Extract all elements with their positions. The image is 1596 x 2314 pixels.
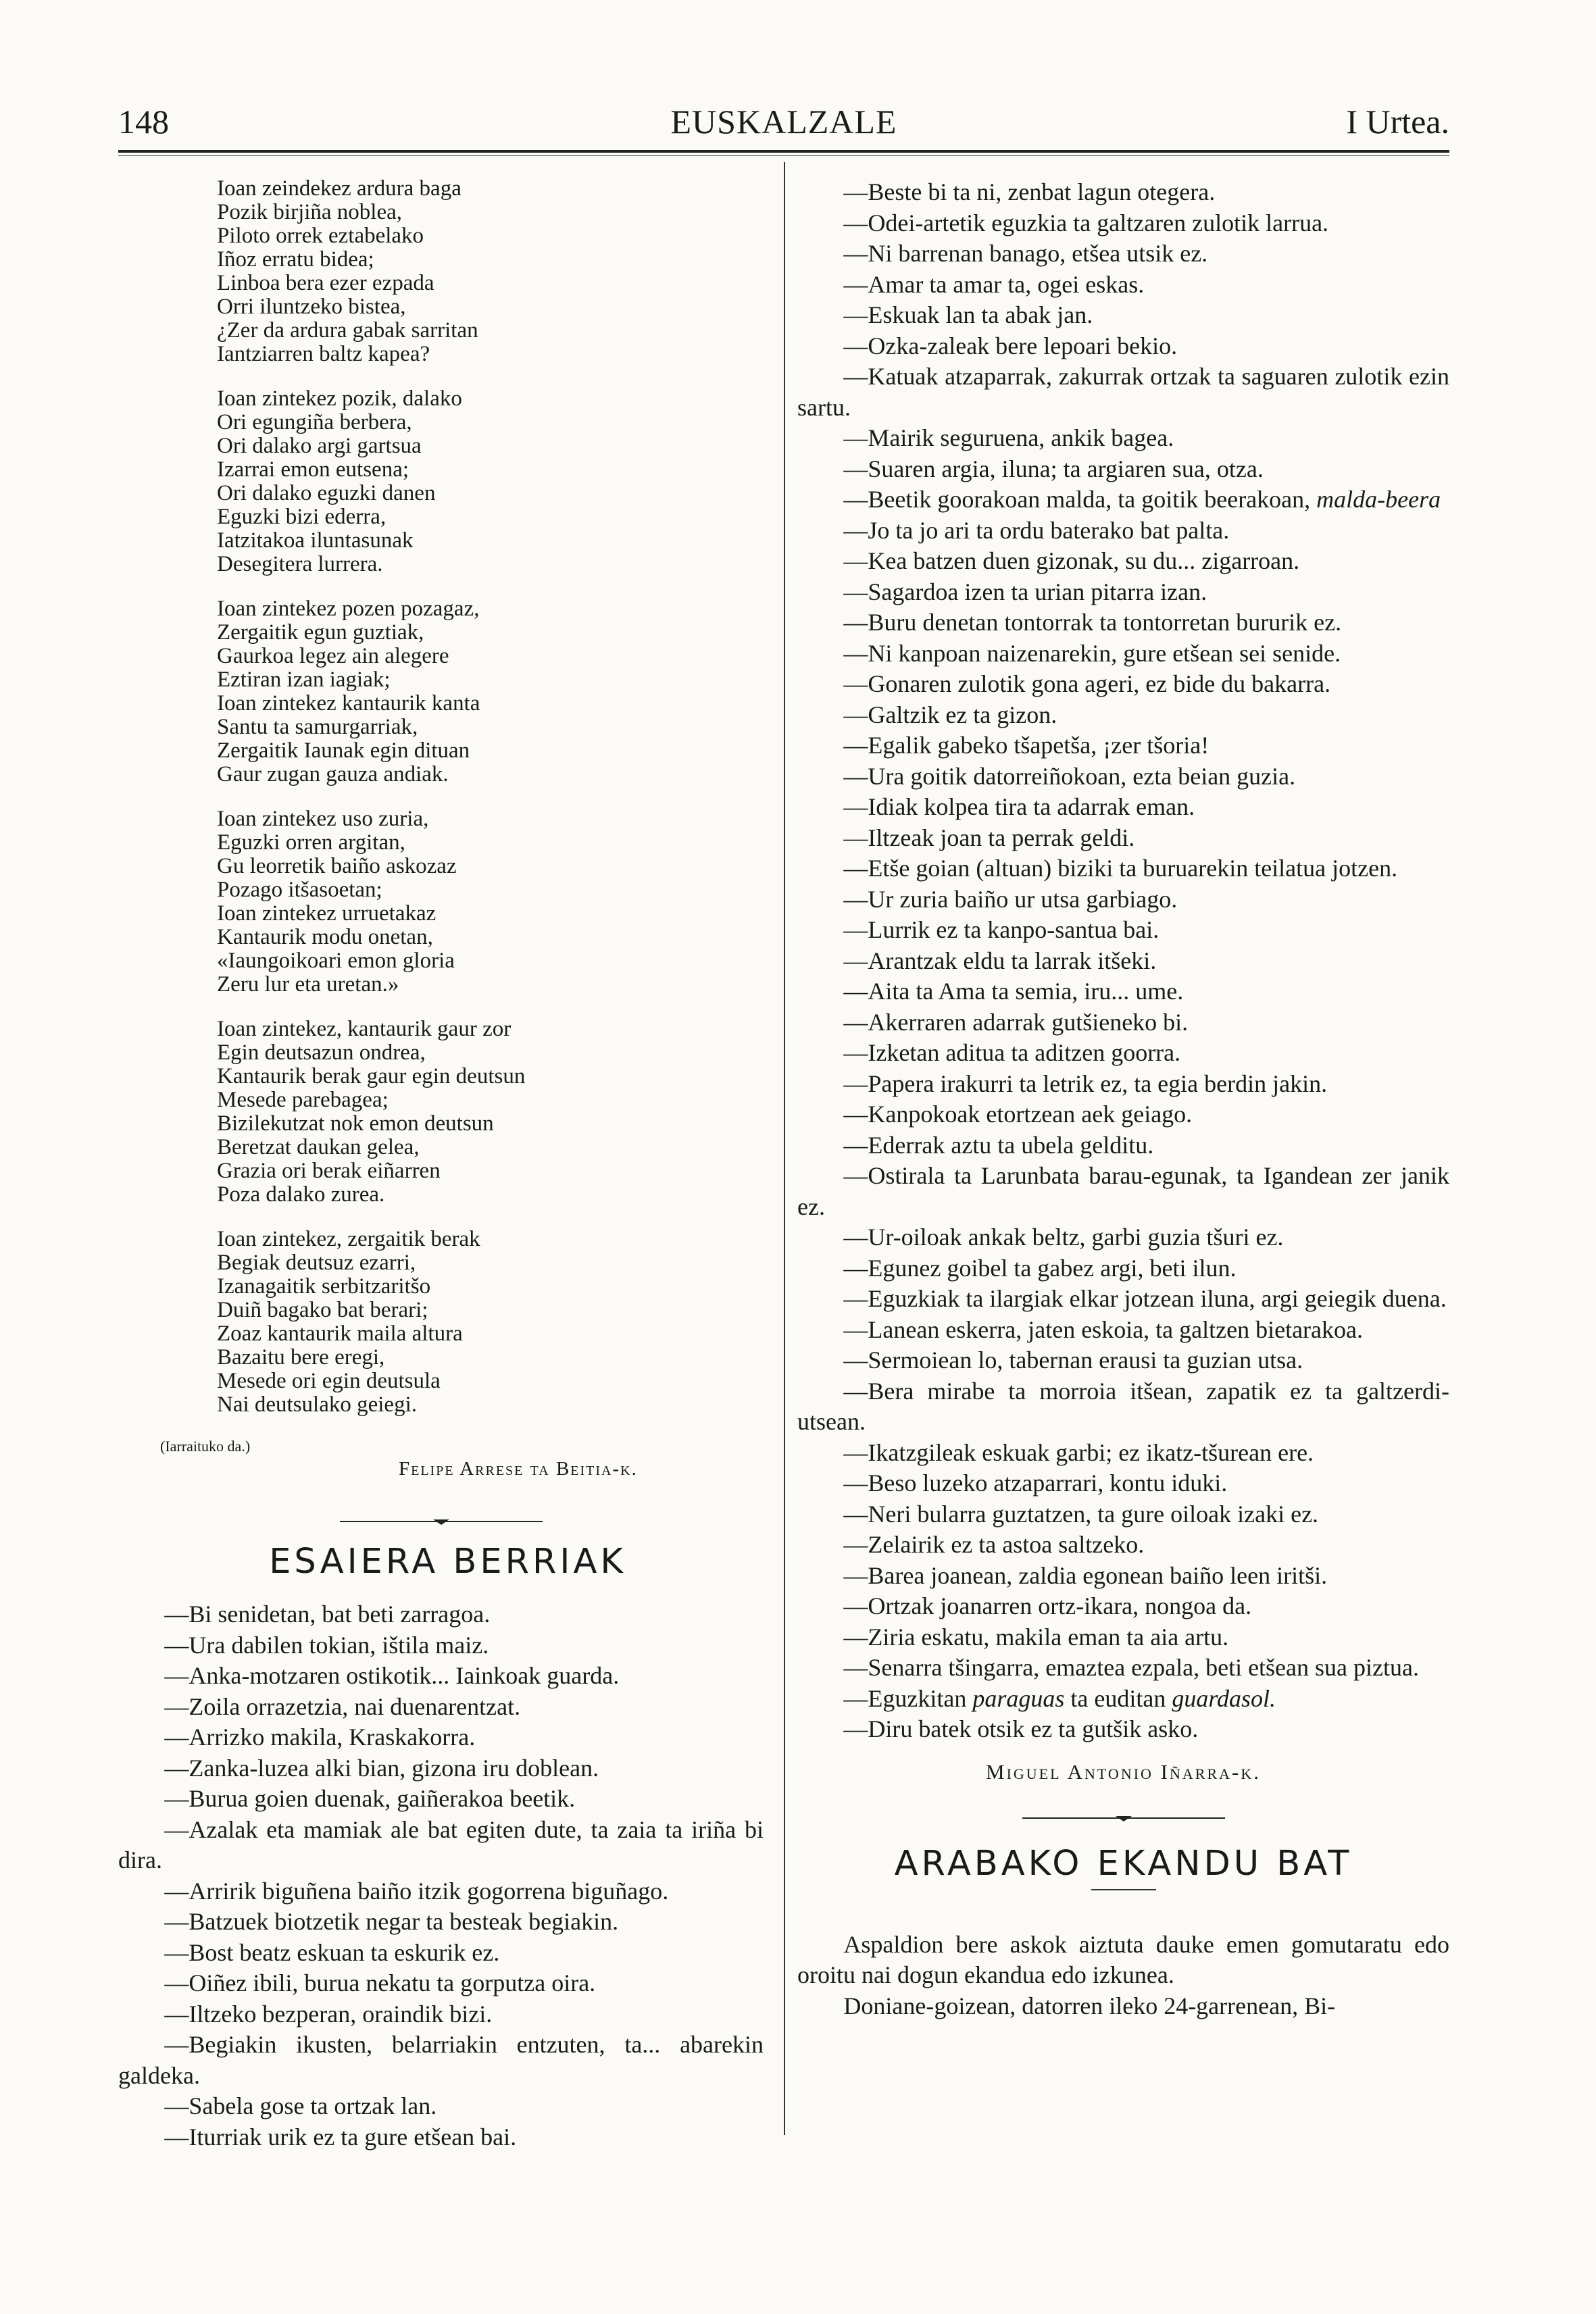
- saying: —Egunez goibel ta gabez argi, beti ilun.: [843, 1254, 1237, 1282]
- saying: —Azalak eta mamiak ale bat egiten dute, ta zaia ta iriña bi dira.: [118, 1815, 764, 1873]
- saying: —Ura dabilen tokian, ištila maiz.: [164, 1631, 489, 1659]
- saying: —Iltzeko bezperan, oraindik bizi.: [164, 2000, 493, 2028]
- poem-line: Zoaz kantaurik maila altura: [217, 1322, 463, 1346]
- header-rule: [118, 150, 1449, 153]
- saying: —Aita ta Ama ta semia, iru... ume.: [843, 978, 1184, 1005]
- poem-signature: Felipe Arrese ta Beitia-k.: [399, 1458, 638, 1480]
- poem-stanza: [217, 387, 764, 576]
- poem-line: Begiak deutsuz ezarri,: [217, 1251, 416, 1275]
- italic-phrase: guardasol.: [1172, 1684, 1276, 1712]
- saying: —Etše goian (altuan) biziki ta buruarekin teilatua jotzen.: [843, 855, 1398, 882]
- poem-line: Eztiran izan iagiak;: [217, 668, 391, 692]
- poem-line: Poza dalako zurea.: [217, 1182, 385, 1207]
- saying: —Akerraren adarrak gutšieneko bi.: [843, 1008, 1189, 1036]
- poem-stanza: [217, 597, 764, 786]
- poem-line: Ioan zintekez pozen pozagaz,: [217, 597, 480, 621]
- saying: —Oiñez ibili, burua nekatu ta gorputza oira.: [164, 1969, 596, 1996]
- saying: —Ederrak aztu ta ubela gelditu.: [843, 1131, 1154, 1159]
- poem-line: Ori dalako eguzki danen: [217, 481, 436, 505]
- saying: —Zanka-luzea alki bian, gizona iru doblean.: [164, 1754, 599, 1782]
- saying: —Mairik seguruena, ankik bagea.: [843, 424, 1174, 451]
- section-heading-arabako-ekandu-bat: ARABAKO EKANDU BAT: [894, 1843, 1353, 1884]
- saying: —Lanean eskerra, jaten eskoia, ta galtzen bietarakoa.: [843, 1315, 1363, 1343]
- poem-line: Iatzitakoa iluntasunak: [217, 528, 414, 553]
- saying: —Papera irakurri ta letrik ez, ta egia berdin jakin.: [843, 1070, 1328, 1097]
- left-column: [118, 177, 764, 2153]
- poem-line: Ori dalako argi gartsua: [217, 434, 422, 458]
- sayings-list-right: [797, 177, 1449, 1745]
- poem-line: Duiñ bagako bat berari;: [217, 1298, 428, 1322]
- heading-underline: [1091, 1889, 1156, 1890]
- saying: —Barea joanean, zaldia egonean baiño leen iritši.: [843, 1561, 1328, 1589]
- poem-line: Pozik birjiña noblea,: [217, 200, 403, 224]
- saying: —Kea batzen duen gizonak, su du... zigarroan.: [843, 547, 1300, 574]
- saying: —Eskuak lan ta abak jan.: [843, 301, 1093, 328]
- poem-line: Kantaurik berak gaur egin deutsun: [217, 1064, 526, 1088]
- poem-line: Santu ta samurgarriak,: [217, 715, 418, 739]
- saying: —Senarra tšingarra, emaztea ezpala, beti etšean sua piztua.: [843, 1654, 1419, 1681]
- saying: —Izketan aditua ta aditzen goorra.: [843, 1039, 1181, 1066]
- paragraph: Doniane-goizean, datorren ileko 24-garrenean, Bi-: [843, 1992, 1336, 2019]
- poem-line: Ioan zintekez urruetakaz: [217, 901, 437, 926]
- header-rule-thin: [118, 155, 1449, 156]
- volume-year: I Urtea.: [1346, 103, 1449, 141]
- poem-line: Desegitera lurrera.: [217, 552, 383, 576]
- saying: —Burua goien duenak, gaiñerakoa beetik.: [164, 1785, 576, 1812]
- poem-line: Kantaurik modu onetan,: [217, 925, 433, 949]
- section-heading-esaiera-berriak: ESAIERA BERRIAK: [269, 1542, 626, 1582]
- saying: —Amar ta amar ta, ogei eskas.: [843, 270, 1145, 298]
- saying: —Ostirala ta Larunbata barau-egunak, ta Igandean zer janik ez.: [797, 1162, 1449, 1220]
- poem-line: Orri iluntzeko bistea,: [217, 295, 406, 319]
- saying: —Beso luzeko atzaparrari, kontu iduki.: [843, 1469, 1228, 1496]
- saying: —Arrizko makila, Kraskakorra.: [164, 1724, 476, 1751]
- paragraph: Aspaldion bere askok aiztuta dauke emen gomutaratu edo oroitu nai dogun ekandua edo izkunea.: [797, 1930, 1449, 1988]
- poem-line: Ioan zintekez pozik, dalako: [217, 386, 462, 411]
- saying: —Kanpokoak etortzean aek geiago.: [843, 1101, 1193, 1128]
- poem-footer: [118, 1438, 764, 1488]
- saying: —Bost beatz eskuan ta eskurik ez.: [164, 1938, 500, 1966]
- saying: —Arantzak eldu ta larrak itšeki.: [843, 947, 1157, 974]
- poem-stanza: [217, 177, 764, 366]
- saying: —Arririk biguñena baiño itzik gogorrena biguñago.: [164, 1877, 669, 1905]
- saying: —Bera mirabe ta morroia itšean, zapatik ez ta galtzerdi-utsean.: [797, 1377, 1449, 1435]
- poem-line: Zeru lur eta uretan.»: [217, 972, 399, 997]
- poem-line: Mesede parebagea;: [217, 1088, 389, 1112]
- saying: —Gonaren zulotik gona ageri, ez bide du bakarra.: [843, 670, 1331, 697]
- poem-line: Zergaitik egun guztiak,: [217, 620, 424, 645]
- saying: —Iturriak urik ez ta gure etšean bai.: [164, 2123, 517, 2150]
- continued-note: (Iarraituko da.): [160, 1438, 251, 1455]
- poem-line: Ioan zintekez uso zuria,: [217, 807, 429, 831]
- poem-line: Izarrai emon eutsena;: [217, 457, 409, 482]
- poem-line: Pozago itšasoetan;: [217, 878, 382, 902]
- poem-stanza: [217, 1228, 764, 1417]
- saying: —Odei-artetik eguzkia ta galtzaren zulotik larrua.: [843, 209, 1329, 236]
- poem-line: Ioan zintekez kantaurik kanta: [217, 691, 480, 715]
- saying: —Katuak atzaparrak, zakurrak ortzak ta saguaren zulotik ezin sartu.: [797, 363, 1449, 421]
- column-divider: [784, 162, 785, 2135]
- saying: —Iltzeak joan ta perrak geldi.: [843, 824, 1135, 851]
- poem-line: Bazaitu bere eregi,: [217, 1345, 385, 1369]
- article-body: [797, 1930, 1449, 2022]
- saying: —Ozka-zaleak bere lepoari bekio.: [843, 332, 1178, 359]
- saying: —Zoila orrazetzia, nai duenarentzat.: [164, 1692, 521, 1720]
- poem-line: Nai deutsulako geiegi.: [217, 1392, 418, 1417]
- saying: —Buru denetan tontorrak ta tontorretan bururik ez.: [843, 609, 1342, 636]
- saying: —Beste bi ta ni, zenbat lagun otegera.: [843, 178, 1216, 205]
- running-head: [118, 101, 1449, 149]
- saying: —Galtzik ez ta gizon.: [843, 701, 1057, 728]
- saying: —Sagardoa izen ta urian pitarra izan.: [843, 578, 1207, 605]
- italic-phrase: paraguas: [972, 1684, 1065, 1712]
- poem-line: Bizilekutzat nok emon deutsun: [217, 1111, 494, 1136]
- saying: —Ur zuria baiño ur utsa garbiago.: [843, 885, 1178, 913]
- italic-phrase: malda-beera: [1316, 486, 1441, 513]
- saying: —Jo ta jo ari ta ordu baterako bat palta.: [843, 516, 1230, 544]
- saying: —Zelairik ez ta astoa saltzeko.: [843, 1531, 1145, 1558]
- saying-with-italic: —Beetik goorakoan malda, ta goitik beerakoan, malda-beera: [843, 486, 1441, 513]
- poem-line: Gaurkoa legez ain alegere: [217, 644, 449, 668]
- poem-line: Iantziarren baltz kapea?: [217, 342, 430, 366]
- journal-title: EUSKALZALE: [670, 103, 897, 141]
- ornament-rule-icon: [1022, 1814, 1225, 1823]
- saying: —Bi senidetan, bat beti zarragoa.: [164, 1601, 491, 1628]
- poem-line: Mesede ori egin deutsula: [217, 1369, 441, 1393]
- saying: —Anka-motzaren ostikotik... Iainkoak guarda.: [164, 1662, 620, 1689]
- poem-line: Eguzki orren argitan,: [217, 830, 405, 855]
- poem-line: «Iaungoikoari emon gloria: [217, 949, 455, 973]
- poem-line: Izanagaitik serbitzaritšo: [217, 1274, 431, 1299]
- poem-line: Linboa bera ezer ezpada: [217, 271, 434, 295]
- poem: [217, 177, 764, 1417]
- saying: —Begiakin ikusten, belarriakin entzuten, ta... abarekin galdeka.: [118, 2031, 764, 2089]
- poem-line: Beretzat daukan gelea,: [217, 1135, 420, 1159]
- saying: —Ur-oiloak ankak beltz, garbi guzia tšuri ez.: [843, 1224, 1284, 1251]
- ornament-rule-icon: [340, 1517, 543, 1527]
- poem-line: Ori egungiña berbera,: [217, 410, 412, 434]
- poem-line: Ioan zintekez, kantaurik gaur zor: [217, 1017, 512, 1041]
- saying: —Neri bularra guztatzen, ta gure oiloak izaki ez.: [843, 1500, 1319, 1528]
- poem-line: Piloto orrek eztabelako: [217, 224, 424, 248]
- right-column: [797, 177, 1449, 2021]
- saying: —Ni barrenan banago, etšea utsik ez.: [843, 240, 1208, 267]
- poem-line: Eguzki bizi ederra,: [217, 505, 386, 529]
- poem-line: ¿Zer da ardura gabak sarritan: [217, 318, 478, 343]
- saying: —Batzuek biotzetik negar ta besteak begiakin.: [164, 1908, 619, 1935]
- poem-line: Ioan zeindekez ardura baga: [217, 176, 462, 201]
- saying: —Ortzak joanarren ortz-ikara, nongoa da.: [843, 1592, 1252, 1619]
- saying: —Lurrik ez ta kanpo-santua bai.: [843, 916, 1159, 943]
- saying: —Suaren argia, iluna; ta argiaren sua, otza.: [843, 455, 1264, 482]
- poem-stanza: [217, 807, 764, 997]
- saying: —Ziria eskatu, makila eman ta aia artu.: [843, 1623, 1229, 1651]
- saying: —Sabela gose ta ortzak lan.: [164, 2092, 437, 2119]
- saying: —Eguzkiak ta ilargiak elkar jotzean iluna, argi geiegik duena.: [843, 1285, 1447, 1312]
- poem-line: Gaur zugan gauza andiak.: [217, 762, 449, 786]
- page-number: 148: [118, 103, 169, 141]
- poem-line: Grazia ori berak eiñarren: [217, 1159, 441, 1183]
- saying-with-italic: —Eguzkitan paraguas ta euditan guardasol.: [843, 1684, 1276, 1712]
- poem-line: Egin deutsazun ondrea,: [217, 1040, 426, 1065]
- saying: —Ura goitik datorreiñokoan, ezta beian guzia.: [843, 762, 1296, 790]
- saying: —Ikatzgileak eskuak garbi; ez ikatz-tšurean ere.: [843, 1438, 1314, 1466]
- saying: —Ni kanpoan naizenarekin, gure etšean sei senide.: [843, 639, 1341, 667]
- saying: —Idiak kolpea tira ta adarrak eman.: [843, 793, 1195, 820]
- poem-line: Ioan zintekez, zergaitik berak: [217, 1227, 480, 1251]
- saying: —Diru batek otsik ez ta gutšik asko.: [843, 1715, 1199, 1742]
- saying: —Sermoiean lo, tabernan erausi ta guzian utsa.: [843, 1347, 1303, 1374]
- sayings-list-left: [118, 1599, 764, 2153]
- saying: —Egalik gabeko tšapetša, ¡zer tšoria!: [843, 732, 1210, 759]
- sayings-signature: Miguel Antonio Iñarra-k.: [986, 1759, 1261, 1784]
- poem-line: Gu leorretik baiño askozaz: [217, 854, 457, 878]
- poem-stanza: [217, 1017, 764, 1207]
- poem-line: Zergaitik Iaunak egin dituan: [217, 738, 470, 763]
- poem-line: Iñoz erratu bidea;: [217, 247, 374, 272]
